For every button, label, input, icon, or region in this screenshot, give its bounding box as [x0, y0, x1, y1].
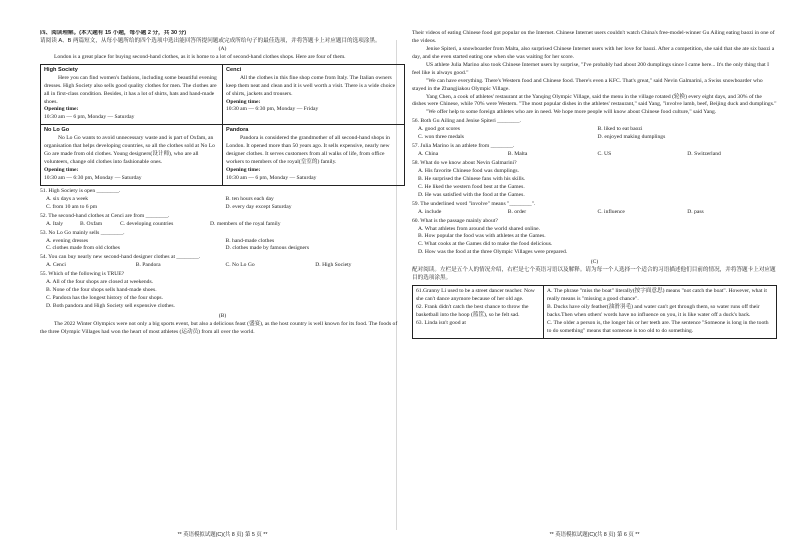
question-stem: 54. You can buy nearly new second-hand designer clothes at ________.	[40, 254, 201, 261]
option-c: C. What cooks at the Games did to make the food delicious.	[418, 241, 553, 248]
option-a: A. six days a week	[46, 195, 89, 202]
question-59	[412, 201, 777, 217]
option-a: A. include	[418, 208, 442, 215]
option-a: A. China	[418, 151, 439, 158]
opening-hours: 10:30 am — 6 pm, Monday — Saturday	[44, 114, 135, 121]
question-stem: 55. Which of the following is TRUE?	[40, 271, 125, 278]
opening-hours: 10:30 am — 6 pm, Monday — Saturday	[226, 174, 317, 181]
question-stem: 52. The second-hand clothes at Cenci are from ________.	[40, 212, 170, 219]
page-footer: ** 英语模拟试题(C)(共 8 页) 第 6 页 **	[549, 532, 640, 539]
option-d: D. Switzerland	[687, 151, 721, 158]
option-a: A. What athletes from around the world shared online.	[418, 225, 540, 232]
option-d: D. every day except Saturday	[225, 203, 292, 210]
idiom-a: A. The phrase "miss the boat" literally(按字面意思) means "not catch the boat". However, what it really means is "missing a good chance".	[547, 288, 767, 302]
option-c: C. developing countries	[120, 220, 174, 227]
option-b: B. None of the four shops sells hand-made shoes.	[46, 287, 157, 294]
question-56	[412, 118, 777, 142]
option-d: D. He was satisfied with the food at the Games.	[418, 191, 525, 198]
shops-table	[40, 64, 405, 186]
matching-table	[412, 285, 777, 339]
idiom-b: B. Ducks have oily feather(油滑羽毛) and water can't get through them, so water runs off their backs.Then when others' words have no influence on you, it is like water off a duck's back.	[547, 303, 760, 318]
option-c: C. Pandora has the longest history of the four shops.	[46, 295, 163, 302]
option-d: D. clothes made by famous designers	[225, 245, 310, 252]
option-d: D. members of the royal family	[210, 220, 281, 227]
people-column	[413, 286, 544, 339]
idioms-column	[544, 286, 777, 339]
question-stem: 57. Julia Marino is an athlete from ________.	[412, 143, 515, 150]
question-stem: 58. What do we know about Nevin Galmarini?	[412, 160, 517, 166]
question-53	[40, 230, 405, 254]
person-62: 62. Frank didn't catch the best chance to throw the basketball into the hoop (篮筐), so he felt sad.	[416, 303, 529, 318]
question-stem: 53. No Lo Go mainly sells ________.	[40, 229, 125, 236]
option-d: D. High Society	[315, 262, 352, 269]
passage-b-paragraph: Yang Chen, a cook of athletes' restaurant at the Yanqing Olympic Village, said the menu in the village rotated (轮换) every eight days, and 30% of the dishes were Chinese, while 70% were Western. "The most popular dishes in the athletes' restaurant," said Yang, "involve lamb, beef, Beijing duck and dumplings."	[412, 93, 777, 108]
passage-b-label: (B)	[218, 312, 227, 319]
person-63: 63. Linda isn't good at	[416, 319, 466, 326]
passage-b-paragraph: Their videos of eating Chinese food got popular on the Internet. Chinese Internet users couldn't watch China's free-model-winner Gu Ailing eating baozi in one of the videos.	[412, 30, 775, 44]
question-stem: 60. What is the passage mainly about?	[412, 217, 498, 224]
question-57	[412, 143, 777, 159]
option-b: B. Pandora	[135, 262, 161, 269]
opening-hours: 10:30 am — 6:30 pm, Monday — Saturday	[44, 174, 142, 181]
page-footer: ** 英语模拟试题(C)(共 8 页) 第 5 页 **	[177, 532, 268, 539]
option-a: A. good got scores	[418, 126, 460, 133]
shop-cell-high-society	[41, 64, 223, 125]
shop-name: Pandora	[226, 127, 249, 134]
option-a: A. evening dresses	[46, 237, 89, 244]
passage-b-paragraph: US athlete Julia Marino also took Chinese Internet users by surprise, "I've probably had about 200 dumplings since I came here... It's the only thing that I feel like is always good."	[412, 61, 769, 76]
passage-b-paragraph: Jenise Spiteri, a snowboarder from Malta, also surprised Chinese Internet users with her love for baozi. After a competition, she said that she ate six baozi a day, and she even started eating one when she was waiting for her score.	[412, 45, 775, 60]
opening-time-label: Opening time:	[226, 98, 261, 105]
option-b: B. Oxfam	[80, 220, 103, 227]
option-a: A. His favorite Chinese food was dumplings.	[418, 167, 519, 174]
option-c: C. from 10 am to 6 pm	[46, 203, 98, 210]
passage-c-instruction: 配对阅读。左栏是五个人的情况介绍，右栏是七个英语习语以及解释。请为每一个人选择一个适合的习语描述他们目前的情况，并将答题卡上对应题目的选项涂黑。	[412, 267, 776, 282]
shop-cell-cenci	[223, 64, 405, 125]
option-c: C. influence	[597, 208, 625, 215]
option-d: D. How was the food at the three Olympic Villages were prepared.	[418, 249, 568, 256]
option-b: B. order	[507, 208, 527, 215]
option-b: B. How popular the food was with athletes at the Games.	[418, 233, 546, 240]
section-instruction: 请阅读 A、B 两篇短文，从每小题所给的四个选项中选出能回答所提问题或完成所给句子的最佳选项，并将答题卡上对应题目的选项涂黑。	[40, 37, 381, 44]
shop-name: High Society	[44, 66, 78, 73]
right-page	[412, 30, 777, 540]
option-b: B. liked to eat baozi	[597, 126, 643, 133]
option-c: C. He liked the western food best at the Games.	[418, 183, 525, 190]
option-b: B. He surprised the Chinese fans with his skills.	[418, 175, 526, 182]
passage-c-label: (C)	[590, 259, 599, 266]
shop-description: Here you can find women's fashions, including some beautiful evening dresses. High Society also sells good quality clothes for men. The clothes are all in first-class condition. Besides, it has a lot of shirts, hats and hand-made shoes.	[44, 74, 217, 105]
passage-b-paragraph: "We offer help to some foreign athletes who are in need. We hope more people will know about Chinese food culture," said Yang.	[426, 109, 717, 116]
opening-time-label: Opening time:	[44, 167, 79, 173]
option-b: B. hand-made clothes	[225, 237, 275, 244]
opening-time-label: Opening time:	[44, 106, 79, 113]
question-stem: 51. High Society is open ________.	[40, 187, 121, 194]
question-55	[40, 271, 405, 311]
passage-a-intro: London is a great place for buying second-hand clothes, as it is home to a lot of second-hand clothes shops. Here are four of them.	[54, 53, 346, 60]
passage-b-opening: The 2022 Winter Olympics were not only a big sports event, but also a delicious feast (盛宴), as the host country is well known for its food. The foods of the three Olympic Villages had won the heart of most athletes (运动员) from all over the world.	[40, 320, 398, 335]
question-stem: 56. Both Gu Ailing and Jenise Spiteri ________.	[412, 118, 521, 125]
option-a: A. All of the four shops are closed at weekends.	[46, 279, 154, 286]
question-52	[40, 213, 405, 229]
shop-description: No Lo Go wants to avoid unnecessary waste and is part of Oxfam, an organisation that helps developing countries, so all the clothes sold at No Lo Go are made from old clothes. Young designers(设计师), who are all volunteers, change old clothes into fashionable ones.	[44, 135, 215, 166]
question-stem: 59. The underlined word "involve" means "________".	[412, 200, 536, 207]
shop-cell-pandora	[223, 125, 405, 186]
question-58	[412, 160, 777, 200]
opening-hours: 10:30 am — 6:30 pm, Monday — Friday	[226, 106, 319, 113]
option-c: C. No Lo Go	[225, 262, 255, 269]
question-51	[40, 188, 405, 212]
option-a: A. Cenci	[46, 262, 66, 269]
option-d: D. enjoyed making dumplings	[597, 134, 666, 141]
person-61: 61.Granny Li used to be a street dancer teacher. Now she can't dance anymore because of her old age.	[416, 288, 535, 302]
opening-time-label: Opening time:	[226, 167, 261, 173]
option-c: C. US	[597, 151, 612, 158]
idiom-c: C. The older a person is, the longer his or her teeth are. The sentence "Someone is long in the tooth to do something" means that someone is too old to do something.	[547, 319, 769, 334]
shop-description: All the clothes in this fine shop come from Italy. The Italian owners keep them neat and clean and it is well worth a visit. There is a wide choice of shirts, jackets and trousers.	[226, 74, 396, 97]
option-d: D. Both pandora and High Society sell expensive clothes.	[46, 303, 175, 309]
question-60	[412, 218, 777, 258]
shop-cell-no-lo-go	[41, 125, 223, 186]
passage-b-paragraph: "We can have everything. There's Western food and Chinese food. There's even a KFC. That's great," said Nevin Galmarini, a Swiss snowboarder who stayed in the Zhangjiakou Olympic Village.	[412, 77, 763, 92]
shop-description: Pandora is considered the grandmother of all second-hand shops in London. It opened more than 50 years ago. It sells expensive, nearly new designer clothes. It serves customers from all walks of life, from office workers to members of the royal(皇室的) family.	[226, 135, 390, 166]
option-a: A. Italy	[46, 220, 64, 227]
question-54	[40, 254, 405, 270]
option-b: B. ten hours each day	[225, 195, 274, 202]
left-page	[40, 30, 405, 540]
option-c: C. clothes made from old clothes	[46, 245, 120, 252]
option-b: B. Malta	[507, 151, 528, 158]
option-d: D. pass	[687, 208, 704, 215]
shop-name: Cenci	[226, 66, 242, 73]
passage-a-label: (A)	[218, 45, 227, 52]
shop-name: No Lo Go	[44, 127, 70, 134]
section-title: 四、阅读理解。(本大题有 15 小题，每小题 2 分，共 30 分)	[40, 30, 187, 36]
option-c: C. won three medals	[418, 134, 464, 141]
